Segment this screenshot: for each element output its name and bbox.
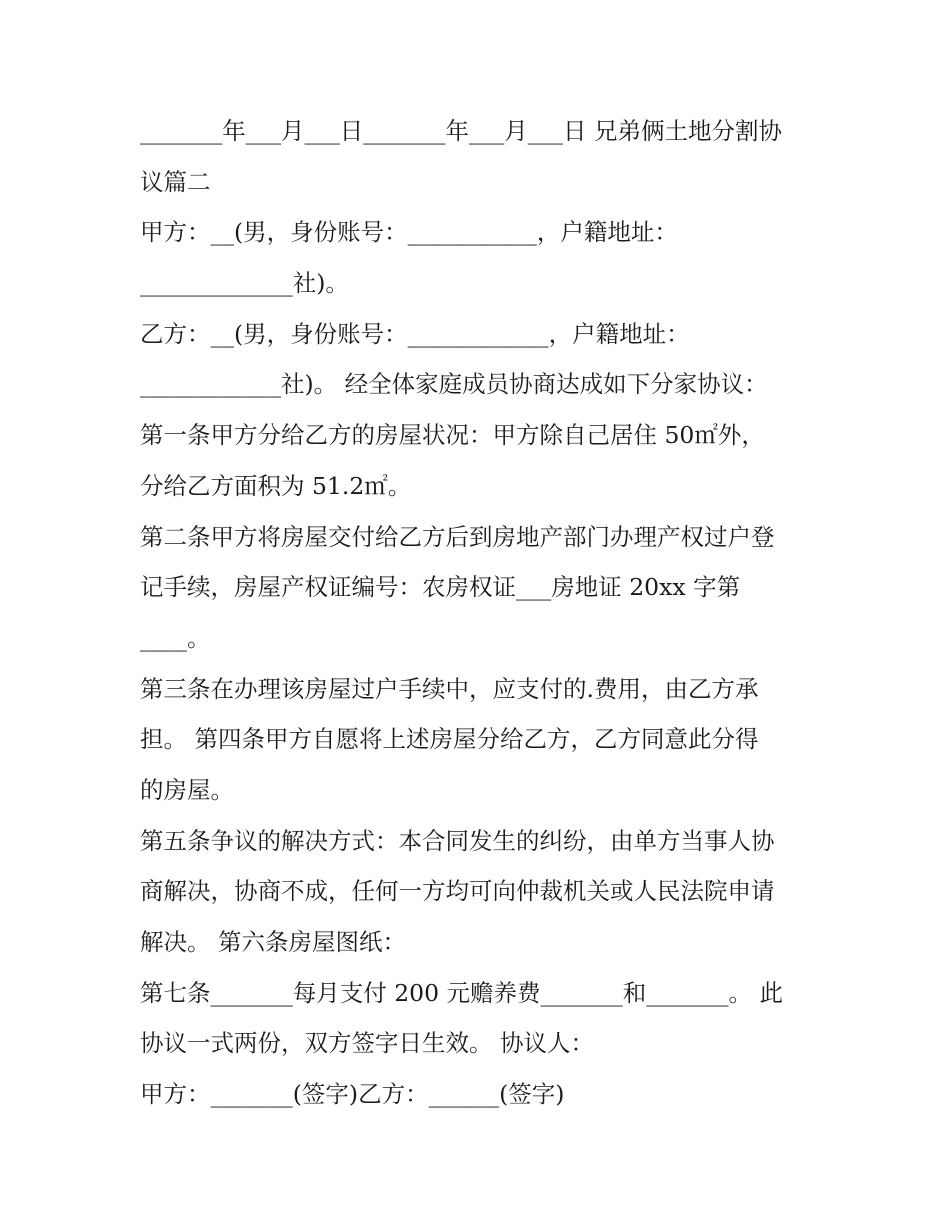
text-line: 第一条甲方分给乙方的房屋状况：甲方除自己居住 50㎡外， — [140, 421, 765, 450]
text-line: 第七条_______每月支付 200 元赡养费_______和_______。 此 — [140, 978, 784, 1007]
text-line: 的房屋。 — [140, 775, 234, 804]
document-body — [140, 106, 820, 1120]
text-line: _______年___月___日_______年___月___日 兄弟俩土地分割协 — [140, 117, 782, 145]
text-line: 解决。 第六条房屋图纸： — [140, 928, 406, 956]
text-line: 分给乙方面积为 51.2㎡。 — [140, 471, 412, 500]
text-line: 第二条甲方将房屋交付给乙方后到房地产部门办理产权过户登 — [140, 522, 775, 551]
text-line: 商解决，协商不成，任何一方均可向仲裁机关或人民法院申请 — [140, 877, 775, 906]
text-line: 协议一式两份，双方签字日生效。 协议人： — [140, 1029, 594, 1058]
text-line: ____。 — [140, 623, 211, 652]
text-line: 议篇二 — [140, 167, 211, 196]
text-line: 甲方：_______(签字)乙方：______(签字) — [140, 1080, 565, 1109]
text-line: 担。 第四条甲方自愿将上述房屋分给乙方，乙方同意此分得 — [140, 725, 759, 754]
text-line: 第五条争议的解决方式：本合同发生的纠纷，由单方当事人协 — [140, 826, 775, 855]
text-line: 乙方：__(男，身份账号：____________，户籍地址： — [140, 319, 690, 348]
text-line: 第三条在办理该房屋过户手续中，应支付的.费用，由乙方承 — [140, 674, 759, 703]
text-line: 记手续，房屋产权证编号：农房权证___房地证 20xx 字第 — [140, 573, 741, 602]
text-line: ____________社)。 经全体家庭成员协商达成如下分家协议： — [140, 370, 768, 399]
text-line: _____________社)。 — [140, 269, 349, 298]
text-line: 甲方：__(男，身份账号：___________，户籍地址： — [140, 218, 678, 247]
